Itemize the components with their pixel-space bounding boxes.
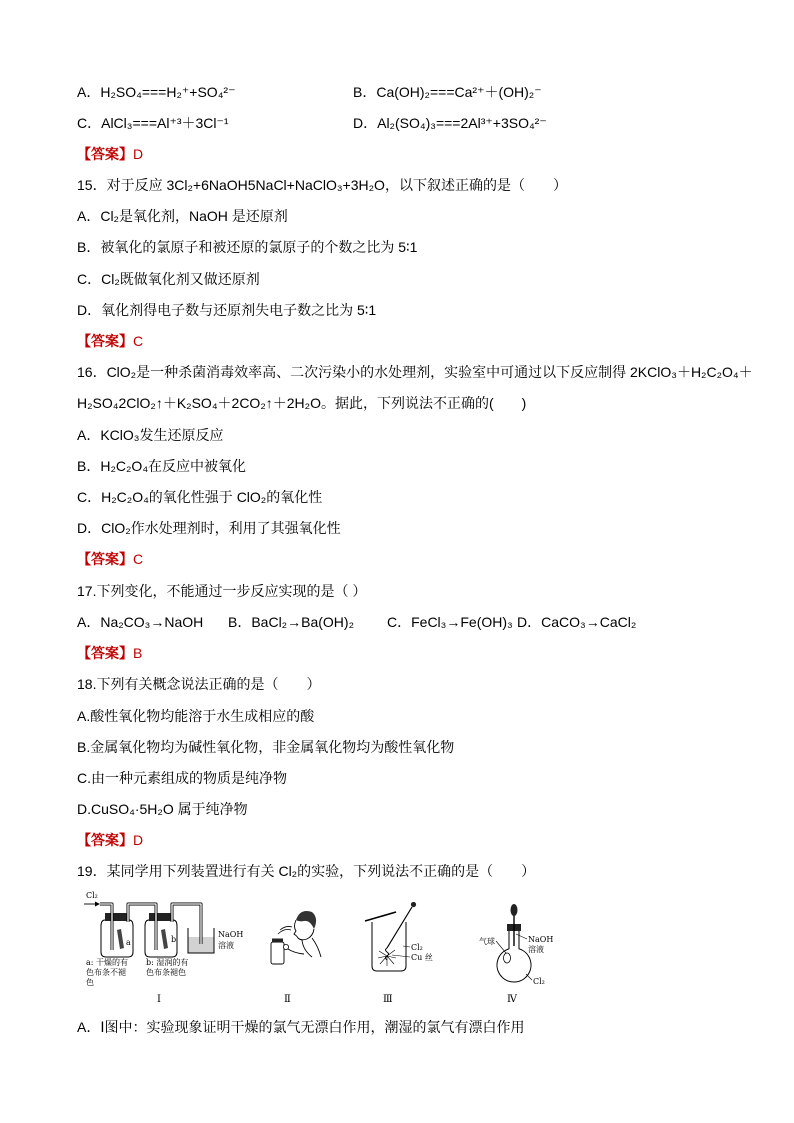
numeral-ii: Ⅱ: [284, 994, 291, 1005]
answer-label: 【答案】: [77, 145, 133, 162]
solution-label: 溶液: [218, 941, 234, 950]
person-shoulders: [302, 938, 321, 957]
q16-option-d: D．ClO₂作水处理剂时，利用了其强氧化性: [77, 519, 341, 536]
q16-stem-line-2: H₂SO₄2ClO₂↑＋K₂SO₄＋2CO₂↑＋2H₂O。据此，下列说法不正确的( ): [77, 394, 527, 411]
q14-option-b: B．Ca(OH)₂===Ca²⁺＋(OH)₂⁻: [353, 83, 542, 100]
gas-jar-iii: [372, 922, 406, 971]
q17-option-c: C．FeCl₃→Fe(OH)₃: [387, 613, 513, 630]
naoh-label: NaOH: [218, 930, 244, 939]
answer-value: C: [133, 332, 144, 349]
balloon-label: 气球: [479, 937, 495, 946]
q16-option-c: C．H₂C₂O₄的氧化性强于 ClO₂的氧化性: [77, 488, 323, 505]
q14-option-c: C．AlCl₃===Al⁺³＋3Cl⁻¹: [77, 114, 229, 131]
bottle-1-stopper: [105, 913, 129, 921]
answer-value: C: [133, 550, 144, 567]
q18-option-c: C.由一种元素组成的物质是纯净物: [77, 769, 287, 786]
answer-value: B: [133, 644, 143, 661]
apparatus-iii: [365, 902, 433, 1005]
q18-option-b: B.金属氧化物均为碱性氧化物，非金属氧化物均为酸性氧化物: [77, 738, 455, 755]
q19-option-a: A．Ⅰ图中：实验现象证明干燥的氯气无漂白作用，潮湿的氯气有漂白作用: [77, 1018, 525, 1035]
numeral-iii: Ⅲ: [383, 994, 393, 1005]
wafting-hand: [278, 926, 292, 934]
answer-value: D: [133, 831, 144, 848]
caption-b-line-1: b: 湿润的有: [146, 958, 189, 967]
tongs-handle: [411, 902, 416, 907]
answer-label: 【答案】: [77, 550, 133, 567]
q17-option-d: D．CaCO₃→CaCl₂: [517, 613, 637, 630]
q15-answer: [77, 326, 143, 357]
person-hair: [296, 911, 316, 929]
answer-label: 【答案】: [77, 332, 133, 349]
q14-answer: [77, 139, 143, 170]
balloon: [504, 953, 511, 963]
numeral-iv: Ⅳ: [507, 994, 517, 1005]
caption-b-line-2: 色布条褪色: [146, 968, 186, 977]
q17-option-b: B．BaCl₂→Ba(OH)₂: [228, 613, 354, 630]
gas-jar-lid: [272, 939, 283, 943]
glass-plate: [365, 912, 396, 921]
q18-stem: 18.下列有关概念说法正确的是（ ）: [77, 675, 321, 692]
apparatus-i: [84, 891, 243, 1005]
bottle-2-stopper: [149, 913, 173, 921]
q16-option-a: A．KClO₃发生还原反应: [77, 426, 224, 443]
caption-a-line-2: 色布条不褪: [86, 968, 126, 977]
cl2-leader-iv: [526, 974, 532, 980]
dropper-bulb: [511, 904, 518, 916]
q19-stem: 19．某同学用下列装置进行有关 Cl₂的实验，下列说法不正确的是（ ）: [77, 862, 536, 879]
solution-label-iv: 溶液: [528, 945, 544, 954]
q16-stem-line-1: 16．ClO₂是一种杀菌消毒效率高、二次污染小的水处理剂，实验室中可通过以下反应制得 2KClO₃＋H₂C₂O₄＋: [77, 363, 753, 380]
person-arm: [288, 949, 304, 954]
q14-option-d: D．Al₂(SO₄)₃===2Al³⁺+3SO₄²⁻: [353, 114, 547, 131]
answer-value: D: [133, 145, 144, 162]
apparatus-iv: [479, 904, 553, 1005]
apparatus-ii: [271, 911, 321, 1005]
cu-wire-label: Cu 丝: [411, 953, 433, 962]
cl2-label-iii: Cl₂: [411, 943, 423, 952]
numeral-i: Ⅰ: [157, 994, 161, 1005]
q17-stem: 17.下列变化，不能通过一步反应实现的是（ ）: [77, 582, 367, 599]
q18-answer: [77, 825, 143, 856]
cl2-label-iv: Cl₂: [533, 977, 545, 986]
gas-inlet-arrowhead: [95, 902, 100, 907]
strip-a-label: a: [126, 938, 131, 947]
answer-label: 【答案】: [77, 644, 133, 661]
q17-option-a: A．Na₂CO₃→NaOH: [77, 613, 204, 630]
q18-option-a: A.酸性氧化物均能溶于水生成相应的酸: [77, 707, 315, 724]
caption-a-line-1: a: 干燥的有: [86, 958, 129, 967]
gas-jar: [271, 942, 284, 964]
q18-option-d: D.CuSO₄·5H₂O 属于纯净物: [77, 800, 248, 817]
hand: [283, 944, 288, 949]
answer-label: 【答案】: [77, 831, 133, 848]
balloon-leader: [496, 941, 506, 953]
strip-b-label: b: [171, 935, 177, 944]
q15-option-d: D．氧化剂得电子数与还原剂失电子数之比为 5∶1: [77, 301, 377, 318]
q15-option-b: B．被氧化的氯原子和被还原的氯原子的个数之比为 5∶1: [77, 238, 418, 255]
caption-a-line-3: 色: [86, 978, 94, 987]
q15-stem: 15．对于反应 3Cl₂+6NaOH5NaCl+NaClO₃+3H₂O，以下叙述正确的是（ ）: [77, 176, 567, 193]
gas-inlet-label: Cl₂: [86, 891, 98, 900]
q15-option-a: A．Cl₂是氧化剂，NaOH 是还原剂: [77, 207, 288, 224]
experiment-figure: [77, 885, 577, 1010]
naoh-label-iv: NaOH: [528, 935, 554, 944]
q15-option-c: C．Cl₂既做氧化剂又做还原剂: [77, 270, 260, 287]
q17-answer: [77, 638, 142, 669]
q16-option-b: B．H₂C₂O₄在反应中被氧化: [77, 457, 247, 474]
q14-option-a: A．H₂SO₄===H₂⁺+SO₄²⁻: [77, 83, 236, 100]
q16-answer: [77, 544, 143, 575]
